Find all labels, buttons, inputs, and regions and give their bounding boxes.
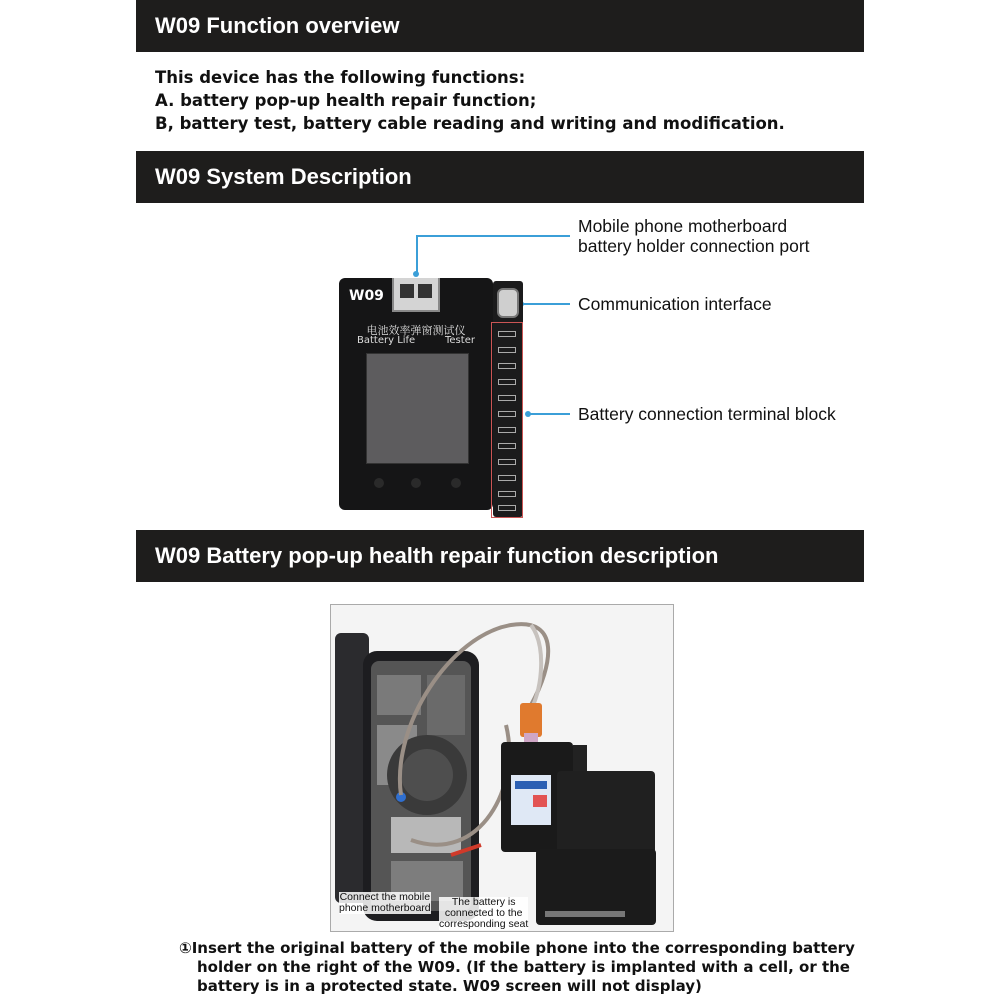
w09-device bbox=[339, 278, 493, 510]
leader-line-terminal bbox=[528, 413, 570, 415]
section-header-repair-function bbox=[136, 530, 864, 582]
section-header-function-overview bbox=[136, 0, 864, 52]
function-a: A. battery pop-up health repair function; bbox=[155, 91, 537, 110]
leader-dot-port bbox=[413, 271, 419, 277]
photo-label-battery-line2: connected to the bbox=[444, 907, 523, 919]
device-english-right: Tester bbox=[445, 335, 475, 346]
connection-photo bbox=[330, 604, 674, 932]
photo-label-motherboard-line1: Connect the mobile bbox=[339, 891, 431, 903]
leader-line-port-h bbox=[416, 235, 570, 237]
photo-label-motherboard-line2: phone motherboard bbox=[339, 902, 431, 914]
instruction-line1: ①Insert the original battery of the mobile phone into the corresponding battery bbox=[179, 939, 855, 957]
photo-label-battery-line1: The battery is bbox=[451, 896, 516, 908]
callout-port-line1: Mobile phone motherboard bbox=[578, 216, 788, 236]
type-c-port bbox=[497, 288, 519, 318]
photo-label-battery bbox=[439, 897, 528, 930]
callout-port-line2: battery holder connection port bbox=[578, 236, 810, 256]
function-intro: This device has the following functions: bbox=[155, 68, 526, 87]
device-screw bbox=[411, 478, 421, 488]
leader-dot-terminal bbox=[525, 411, 531, 417]
device-logo: W09 bbox=[349, 288, 384, 304]
device-screw bbox=[451, 478, 461, 488]
device-screw bbox=[374, 478, 384, 488]
function-b: B, battery test, battery cable reading and writing and modification. bbox=[155, 114, 785, 133]
device-english-left: Battery Life bbox=[357, 335, 416, 346]
leader-line-port bbox=[416, 235, 418, 275]
section-title: W09 Function overview bbox=[155, 13, 400, 38]
callout-terminal: Battery connection terminal block bbox=[578, 404, 836, 424]
callout-communication: Communication interface bbox=[578, 294, 772, 314]
instruction-line2: holder on the right of the W09. (If the battery is implanted with a cell, or the bbox=[197, 958, 850, 976]
section-title: W09 Battery pop-up health repair function description bbox=[155, 543, 719, 568]
function-list bbox=[155, 66, 785, 135]
device-screen bbox=[366, 353, 469, 464]
instruction-line3: battery is in a protected state. W09 screen will not display) bbox=[197, 977, 702, 995]
photo-label-battery-line3: corresponding seat bbox=[439, 918, 529, 930]
photo-illustration bbox=[331, 605, 674, 932]
battery-terminal-block bbox=[491, 322, 523, 518]
callout-port bbox=[578, 216, 810, 256]
usb-port bbox=[392, 278, 440, 312]
leader-line-comm bbox=[522, 303, 570, 305]
instruction-step-1 bbox=[179, 939, 855, 996]
photo-label-motherboard bbox=[339, 892, 431, 914]
section-header-system-description bbox=[136, 151, 864, 203]
device-chinese-title: 电池效率弹窗测试仪 bbox=[366, 324, 466, 337]
section-title: W09 System Description bbox=[155, 164, 412, 189]
